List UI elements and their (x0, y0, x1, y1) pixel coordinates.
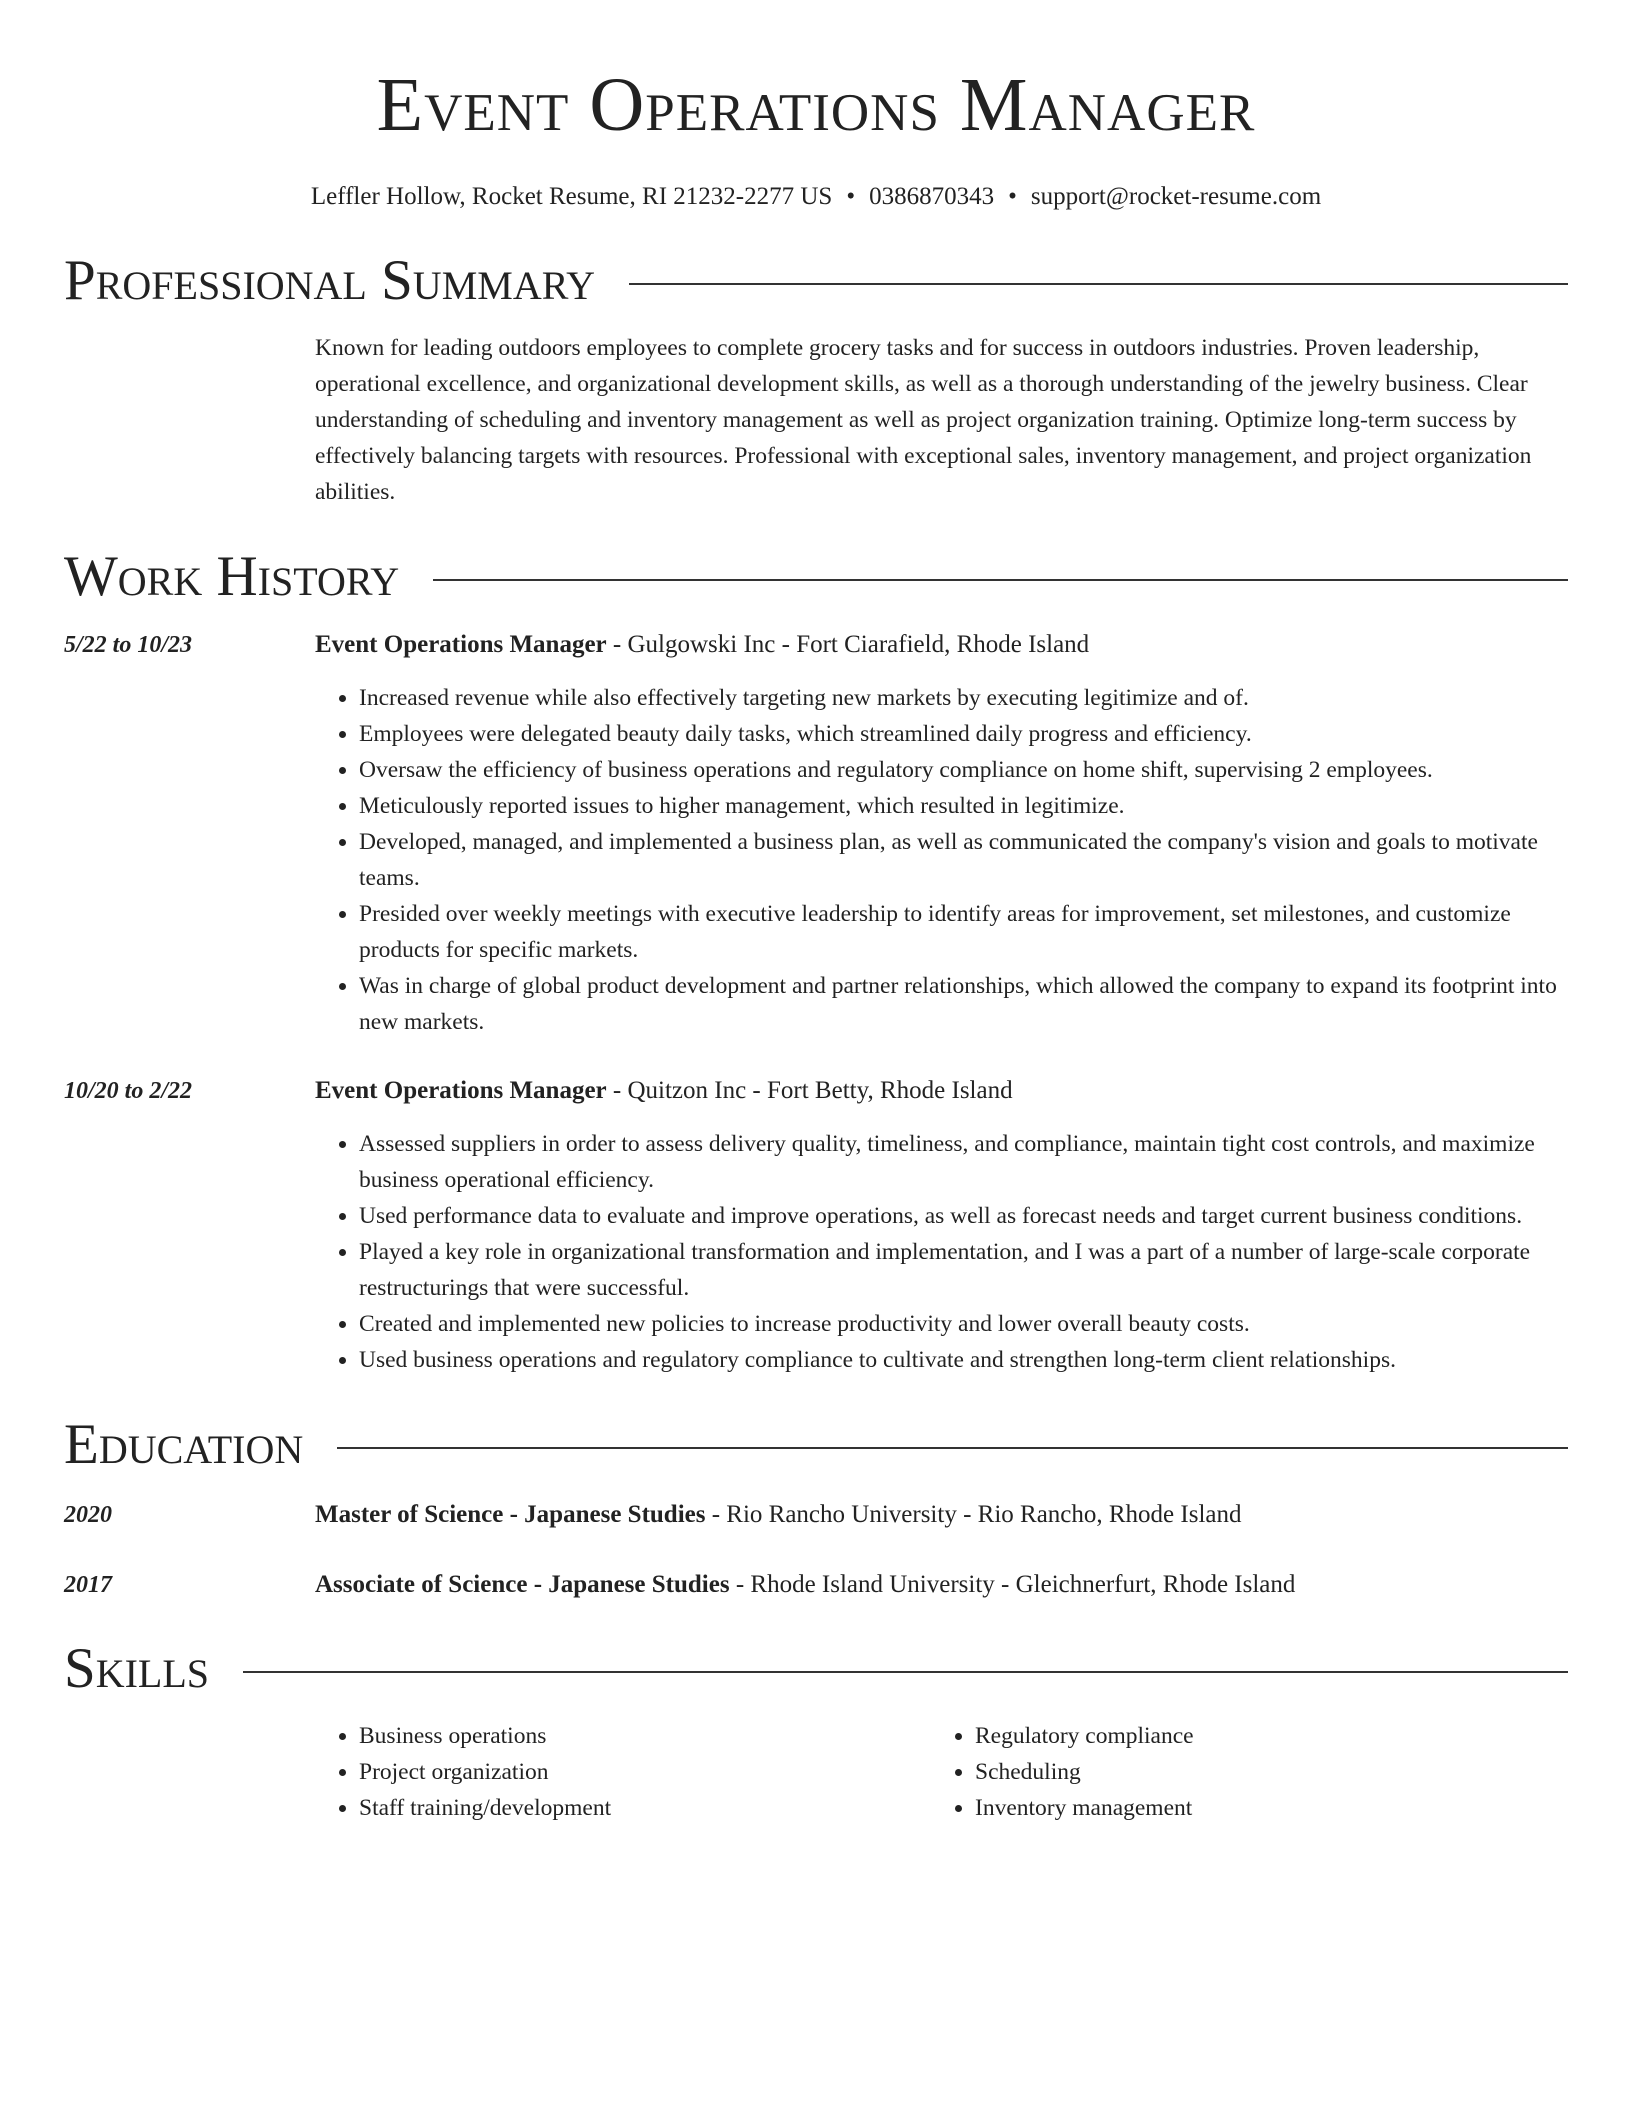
education-details: - Rhode Island University - Gleichnerfurt, Rhode Island (729, 1571, 1296, 1598)
job-bullets (315, 1126, 1568, 1378)
skills-grid (315, 1718, 1568, 1826)
job-content (315, 628, 1568, 1040)
section-divider (629, 283, 1568, 285)
job-bullet: • Assessed suppliers in order to assess delivery quality, timeliness, and compliance, maintain tight cost controls, and maximize business operational efficiency. (359, 1126, 1568, 1198)
skills-column-right (931, 1718, 1547, 1826)
skill-item: • Inventory management (975, 1790, 1547, 1826)
work-heading: Work History (64, 545, 400, 608)
education-year: 2017 (64, 1572, 112, 1598)
job-title-line (315, 628, 1568, 662)
job-bullet: • Presided over weekly meetings with executive leadership to identify areas for improvement, set milestones, and customize products for specific markets. (359, 896, 1568, 968)
job-title: Event Operations Manager (315, 631, 607, 658)
job-bullets (315, 680, 1568, 1040)
job-bullet: • Employees were delegated beauty daily tasks, which streamlined daily progress and efficiency. (359, 716, 1568, 752)
contact-separator: • (846, 183, 856, 210)
job-details: - Quitzon Inc - Fort Betty, Rhode Island (606, 1077, 1013, 1104)
education-section-header (64, 1414, 1568, 1476)
summary-section-header (64, 250, 1568, 312)
job-dates: 5/22 to 10/23 (64, 632, 193, 658)
job-bullet: • Used performance data to evaluate and improve operations, as well as forecast needs and target current business conditions. (359, 1198, 1568, 1234)
skills-heading: Skills (64, 1637, 210, 1700)
contact-address: Leffler Hollow, Rocket Resume, RI 21232-2277 US (310, 183, 833, 210)
job-title: Event Operations Manager (315, 1077, 607, 1104)
job-bullet: • Used business operations and regulatory compliance to cultivate and strengthen long-term client relationships. (359, 1342, 1568, 1378)
skill-item: • Business operations (359, 1718, 931, 1754)
section-divider (337, 1447, 1568, 1449)
job-dates: 10/20 to 2/22 (64, 1078, 193, 1104)
job-bullet: • Developed, managed, and implemented a business plan, as well as communicated the company's vision and goals to motivate teams. (359, 824, 1568, 896)
skill-item: • Staff training/development (359, 1790, 931, 1826)
summary-heading: Professional Summary (64, 249, 596, 312)
contact-email: support@rocket-resume.com (1030, 183, 1322, 210)
resume-title: Event Operations Manager (376, 63, 1256, 147)
job-title-line (315, 1074, 1568, 1108)
job-content (315, 1074, 1568, 1378)
job-bullet: • Was in charge of global product development and partner relationships, which allowed the company to expand its footprint into new markets. (359, 968, 1568, 1040)
skill-item: • Regulatory compliance (975, 1718, 1547, 1754)
education-degree: Associate of Science - Japanese Studies (315, 1571, 730, 1598)
education-entry (64, 1568, 1568, 1602)
education-heading: Education (64, 1413, 304, 1476)
education-year: 2020 (64, 1502, 112, 1528)
summary-text: Known for leading outdoors employees to complete grocery tasks and for success in outdoors industries. Proven leadership, operational excellence, and organizational development skills, as well as a thorough understanding of the jewelry business. Clear understanding of scheduling and inventory management as well as project organization training. Optimize long-term success by effectively balancing targets with resources. Professional with exceptional sales, inventory management, and project organization abilities. (315, 335, 1532, 505)
job-bullet: • Played a key role in organizational transformation and implementation, and I was a part of a number of large-scale corporate restructurings that were successful. (359, 1234, 1568, 1306)
skill-item: • Scheduling (975, 1754, 1547, 1790)
contact-separator: • (1008, 183, 1017, 210)
work-section-header (64, 546, 1568, 608)
skill-item: • Project organization (359, 1754, 931, 1790)
section-divider (433, 579, 1568, 581)
contact-phone: 0386870343 (869, 183, 995, 210)
section-divider (243, 1671, 1568, 1673)
job-bullet: • Oversaw the efficiency of business operations and regulatory compliance on home shift, supervising 2 employees. (359, 752, 1568, 788)
job-bullet: • Increased revenue while also effectively targeting new markets by executing legitimize and of. (359, 680, 1568, 716)
skills-column-left (315, 1718, 931, 1826)
skills-section-header (64, 1638, 1568, 1700)
education-line (315, 1568, 1568, 1602)
job-bullet: • Created and implemented new policies to increase productivity and lower overall beauty costs. (359, 1306, 1568, 1342)
education-entry (64, 1498, 1568, 1532)
education-degree: Master of Science - Japanese Studies (315, 1501, 706, 1528)
education-details: - Rio Rancho University - Rio Rancho, Rhode Island (705, 1501, 1242, 1528)
education-line (315, 1498, 1568, 1532)
job-entry (64, 628, 1568, 1040)
job-bullet: • Meticulously reported issues to higher management, which resulted in legitimize. (359, 788, 1568, 824)
job-details: - Gulgowski Inc - Fort Ciarafield, Rhode Island (606, 631, 1090, 658)
contact-line (64, 180, 1568, 214)
job-entry (64, 1074, 1568, 1378)
